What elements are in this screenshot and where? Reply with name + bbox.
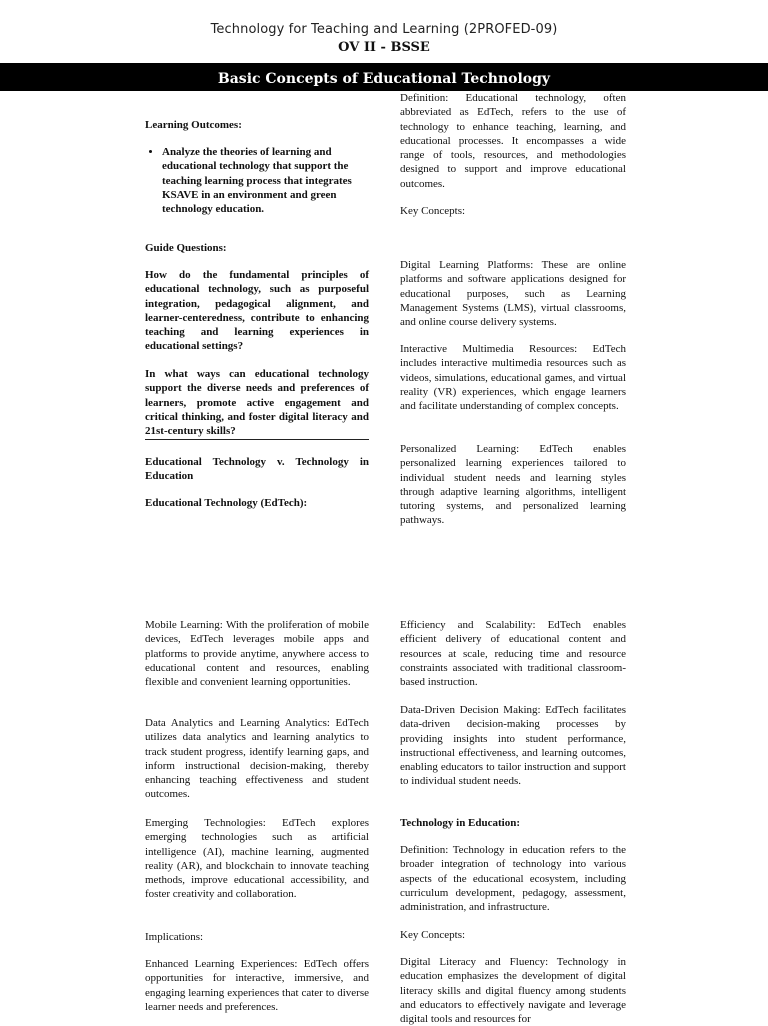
multimedia-resources-text: Interactive Multimedia Resources: EdTech includes interactive multimedia resources such as videos, simulations, educational games, and virtual reality (VR) experiences, which engage learners and facilitate understanding of complex concepts. [400, 343, 626, 413]
digital-platforms-text: Digital Learning Platforms: These are online platforms and software applications designed for educational purposes, such as Learning Management Systems (LMS), virtual classrooms, and online course delivery systems. [400, 259, 626, 329]
data-driven-decisions [400, 703, 626, 789]
digital-platforms [400, 258, 626, 329]
tie-definition-text: Definition: Technology in education refers to the broader integration of technology into various aspects of the educational ecosystem, including curriculum development, pedagogy, assessment, administration, and infrastructure. [400, 844, 626, 914]
tie-definition [400, 843, 626, 914]
compare-heading-text: Educational Technology v. Technology in Education [145, 456, 369, 483]
enhanced-learning [145, 957, 369, 1014]
data-analytics-text: Data Analytics and Learning Analytics: EdTech utilizes data analytics and learning analytics to track student progress, identify learning gaps, and inform instructional decision-making, thereby enhancing teaching effectiveness and student outcomes. [145, 717, 369, 801]
enhanced-learning-text: Enhanced Learning Experiences: EdTech offers opportunities for interactive, immersive, and engaging learning experiences that cater to diverse learner needs and preferences. [145, 958, 369, 1013]
tie-heading-text: Technology in Education: [400, 817, 521, 829]
implications-heading [145, 930, 369, 944]
course-header: Technology for Teaching and Learning (2PROFED-09) [210, 22, 558, 37]
mobile-learning [145, 618, 369, 689]
outcomes-heading [145, 118, 369, 132]
guide-heading-text: Guide Questions: [145, 242, 227, 254]
guide-question-2 [145, 367, 369, 438]
section-header: OV II - BSSE [338, 40, 430, 55]
outcomes-list [145, 145, 369, 216]
implications-text: Implications: [145, 931, 204, 943]
digital-literacy [400, 955, 626, 1026]
tie-key-concepts [400, 928, 626, 942]
multimedia-resources [400, 342, 626, 413]
compare-heading [145, 455, 369, 484]
outcomes-heading-text: Learning Outcomes: [145, 119, 242, 131]
personalized-learning [400, 442, 626, 528]
edtech-heading-text: Educational Technology (EdTech): [145, 497, 308, 509]
edtech-definition-text: Definition: Educational technology, often abbreviated as EdTech, refers to the use of technology to enhance teaching, learning, and educational processes. It encompasses a wide range of tools, resources, and methodologies designed to support and improve educational outcomes. [400, 92, 626, 190]
edtech-heading [145, 496, 369, 510]
emerging-technologies-text: Emerging Technologies: EdTech explores emerging technologies such as artificial intelligence (AI), machine learning, augmented reality (AR), and blockchain to innovate teaching methods, improve educational accessibility, and foster creativity and collaboration. [145, 817, 369, 901]
page-title: Basic Concepts of Educational Technology [217, 71, 551, 87]
tie-heading [400, 816, 626, 830]
section-divider [145, 439, 369, 440]
digital-literacy-text: Digital Literacy and Fluency: Technology in education emphasizes the development of digital literacy skills and digital fluency among students and educators to effectively navigate and leverage digital tools and resources for [400, 956, 626, 1026]
emerging-technologies [145, 816, 369, 902]
tie-key-concepts-text: Key Concepts: [400, 929, 466, 941]
data-driven-decisions-text: Data-Driven Decision Making: EdTech facilitates data-driven decision-making processes by providing insights into student performance, instructional effectiveness, and learning outcomes, enabling educators to tailor instruction and support to individual student needs. [400, 704, 626, 788]
guide-question-2-text: In what ways can educational technology support the diverse needs and preferences of learners, promote active engagement and critical thinking, and foster digital literacy and 21st-century skills? [145, 368, 369, 438]
data-analytics [145, 716, 369, 802]
efficiency-scalability [400, 618, 626, 689]
personalized-learning-text: Personalized Learning: EdTech enables personalized learning experiences tailored to individual student needs and learning styles through adaptive learning algorithms, intelligent tutoring systems, and personalized learning pathways. [400, 443, 626, 527]
efficiency-scalability-text: Efficiency and Scalability: EdTech enables efficient delivery of educational content and resources at scale, reducing time and resource constraints associated with traditional classroom-based instruction. [400, 619, 626, 689]
outcome-item: • Analyze the theories of learning and educational technology that support the teaching learning process that integrates KSAVE in an environment and green technology education. [162, 145, 369, 216]
key-concepts-heading [400, 204, 626, 218]
guide-question-1 [145, 268, 369, 354]
edtech-definition [400, 91, 626, 191]
guide-heading [145, 241, 369, 255]
key-concepts-text: Key Concepts: [400, 205, 466, 217]
mobile-learning-text: Mobile Learning: With the proliferation of mobile devices, EdTech leverages mobile apps and platforms to provide anytime, anywhere access to educational content and resources, enabling flexible and convenient learning opportunities. [145, 619, 369, 689]
guide-question-1-text: How do the fundamental principles of educational technology, such as purposeful integration, pedagogical alignment, and learner-centeredness, contribute to enhancing teaching and learning experiences in educational settings? [145, 269, 369, 353]
